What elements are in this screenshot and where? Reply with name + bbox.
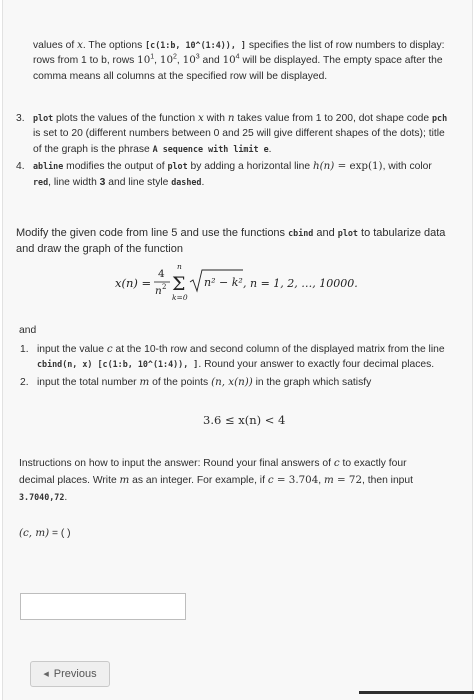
intro-text: will be displayed. The empty space after the comma means all columns at the specified row will be displayed. [33, 55, 443, 82]
instructions-text: to exactly four decimal places. Write [19, 458, 407, 486]
intro-code: [c(1:b, 10^(1:4)), ] [145, 40, 246, 50]
pair-rhs: ( ) [60, 528, 71, 539]
item-text: input the total number [37, 376, 140, 388]
intro-power-base: 10 [182, 54, 196, 67]
code-abline: abline [33, 161, 64, 172]
code-dashed: dashed [171, 176, 202, 187]
instruction-list [13, 111, 449, 190]
example-c-value: = 3.704 [273, 474, 319, 486]
var-m: m [323, 474, 334, 486]
previous-label: Previous [53, 668, 97, 680]
sqrt-radicand: n² − k² [204, 276, 243, 289]
var-x: x [198, 112, 204, 124]
instructions-text: , [318, 475, 324, 486]
inequality: 3.6 ≤ x(n) < 4 [203, 413, 286, 427]
var-n: n [227, 112, 235, 124]
question-page [2, 0, 473, 700]
var-m: m [119, 474, 130, 486]
item-text: plots the values of the function [53, 113, 198, 124]
item-text: . [201, 176, 205, 188]
function-formula [115, 262, 415, 306]
sigma-lower: k=0 [172, 293, 188, 302]
formula-numerator: 4 [158, 268, 165, 280]
list-number: 2. [20, 376, 29, 388]
and-label: and [19, 325, 37, 336]
formula-lhs: x(n) = [115, 276, 152, 290]
code-title: A sequence with limit e [152, 143, 269, 154]
expr-exp: = exp(1) [334, 160, 383, 173]
item-text: modifies the output of [63, 161, 168, 173]
item-text: , line width [48, 176, 100, 188]
item-text: at the 10-th row and second column of the displayed matrix from the line [112, 344, 445, 355]
var-c: c [106, 343, 113, 355]
code-plot: plot [337, 228, 358, 238]
item-text: is set to 20 (different numbers between 0 and 25 will give different shapes of the dots); title of the graph is the phrase [33, 128, 445, 155]
formula-denominator: n [155, 285, 162, 297]
modify-paragraph [16, 226, 456, 258]
item-text: . Round your answer to exactly four decimal places. [198, 359, 435, 371]
line-width-value: 3 [99, 176, 106, 188]
example-input: 3.7040,72 [19, 492, 65, 502]
item-text: in the graph which satisfy [252, 376, 372, 388]
instructions-text: . [64, 492, 68, 503]
item-text: . [268, 143, 272, 155]
code-red: red [33, 176, 49, 187]
formula-denominator-exp: 2 [162, 283, 167, 291]
item-text: by adding a horizontal line [187, 161, 313, 173]
var-h: h(n) [313, 160, 335, 173]
modify-text: to tabularize data and draw the graph of the function [16, 227, 446, 255]
instructions-text: as an integer. For example, if [129, 475, 268, 486]
modify-text: and [313, 227, 338, 239]
item-text: takes value from 1 to 200, dot shape code [234, 113, 432, 124]
item-text: with [203, 113, 228, 124]
intro-text: specifies the list of row numbers to display: rows from 1 to b, rows [33, 40, 445, 67]
intro-text: and [199, 55, 223, 67]
list-number: 4. [16, 161, 25, 173]
instructions-text: , then input [362, 475, 413, 486]
pair-equals: = [49, 528, 61, 539]
modify-text: Modify the given code from line 5 and use the functions [16, 227, 289, 239]
chevron-left-icon: ◀ [43, 671, 49, 678]
previous-button[interactable] [30, 661, 110, 687]
example-m-value: = 72 [333, 474, 363, 486]
list-item [13, 111, 449, 157]
point-expression: (n, x(n)) [211, 375, 253, 388]
item-text: , with color [382, 161, 432, 173]
var-m: m [139, 375, 150, 388]
intro-power-exp: 1 [150, 53, 155, 61]
sigma-symbol: Σ [172, 273, 186, 295]
intro-text: . The options [82, 40, 146, 51]
sigma-upper: n [177, 262, 182, 271]
list-item [13, 159, 449, 190]
var-c: c [333, 457, 340, 469]
intro-power-exp: 2 [173, 53, 177, 61]
intro-var-x: x [77, 39, 83, 51]
formula-tail: , n = 1, 2, …, 10000. [243, 277, 358, 290]
pair-lhs: (c, m) [19, 527, 50, 539]
intro-text: values of [33, 40, 78, 51]
code-plot: plot [167, 161, 188, 172]
var-c: c [267, 474, 274, 486]
intro-power-exp: 3 [195, 53, 200, 61]
item-text: input the value [37, 344, 107, 355]
instructions-text: Instructions on how to input the answer: Round your final answers of [19, 458, 334, 469]
answer-pair-prompt [19, 527, 71, 539]
bottom-divider [359, 691, 474, 694]
intro-power-base: 10 [222, 54, 236, 67]
item-text: of the points [149, 376, 212, 388]
code-cbind-line: cbind(n, x) [c(1:b, 10^(1:4)), ] [37, 359, 199, 370]
list-number: 3. [16, 113, 25, 124]
code-pch: pch [431, 113, 448, 123]
item-text: and line style [105, 176, 172, 188]
formula-svg [115, 262, 415, 306]
list-item [17, 342, 447, 373]
list-number: 1. [20, 344, 29, 355]
answer-input[interactable] [20, 593, 186, 620]
instructions-paragraph [19, 455, 444, 506]
intro-power-base: 10 [159, 54, 173, 67]
intro-paragraph: values of x. The options [c(1:b, 10^(1:4)), ] specifies the list of row numbers to display: rows from 1 to b, rows $10^1$, $10^2$, $10^3$ and $10^4$ will be displayed. The empty space after the comma means all columns at the specified row will be displayed. [33, 39, 445, 82]
code-plot: plot [33, 113, 54, 123]
task-list [17, 342, 447, 390]
intro-power-base: 10 [137, 54, 151, 67]
intro-power-exp: 4 [235, 53, 240, 61]
code-cbind: cbind [288, 228, 314, 238]
list-item [17, 375, 447, 390]
